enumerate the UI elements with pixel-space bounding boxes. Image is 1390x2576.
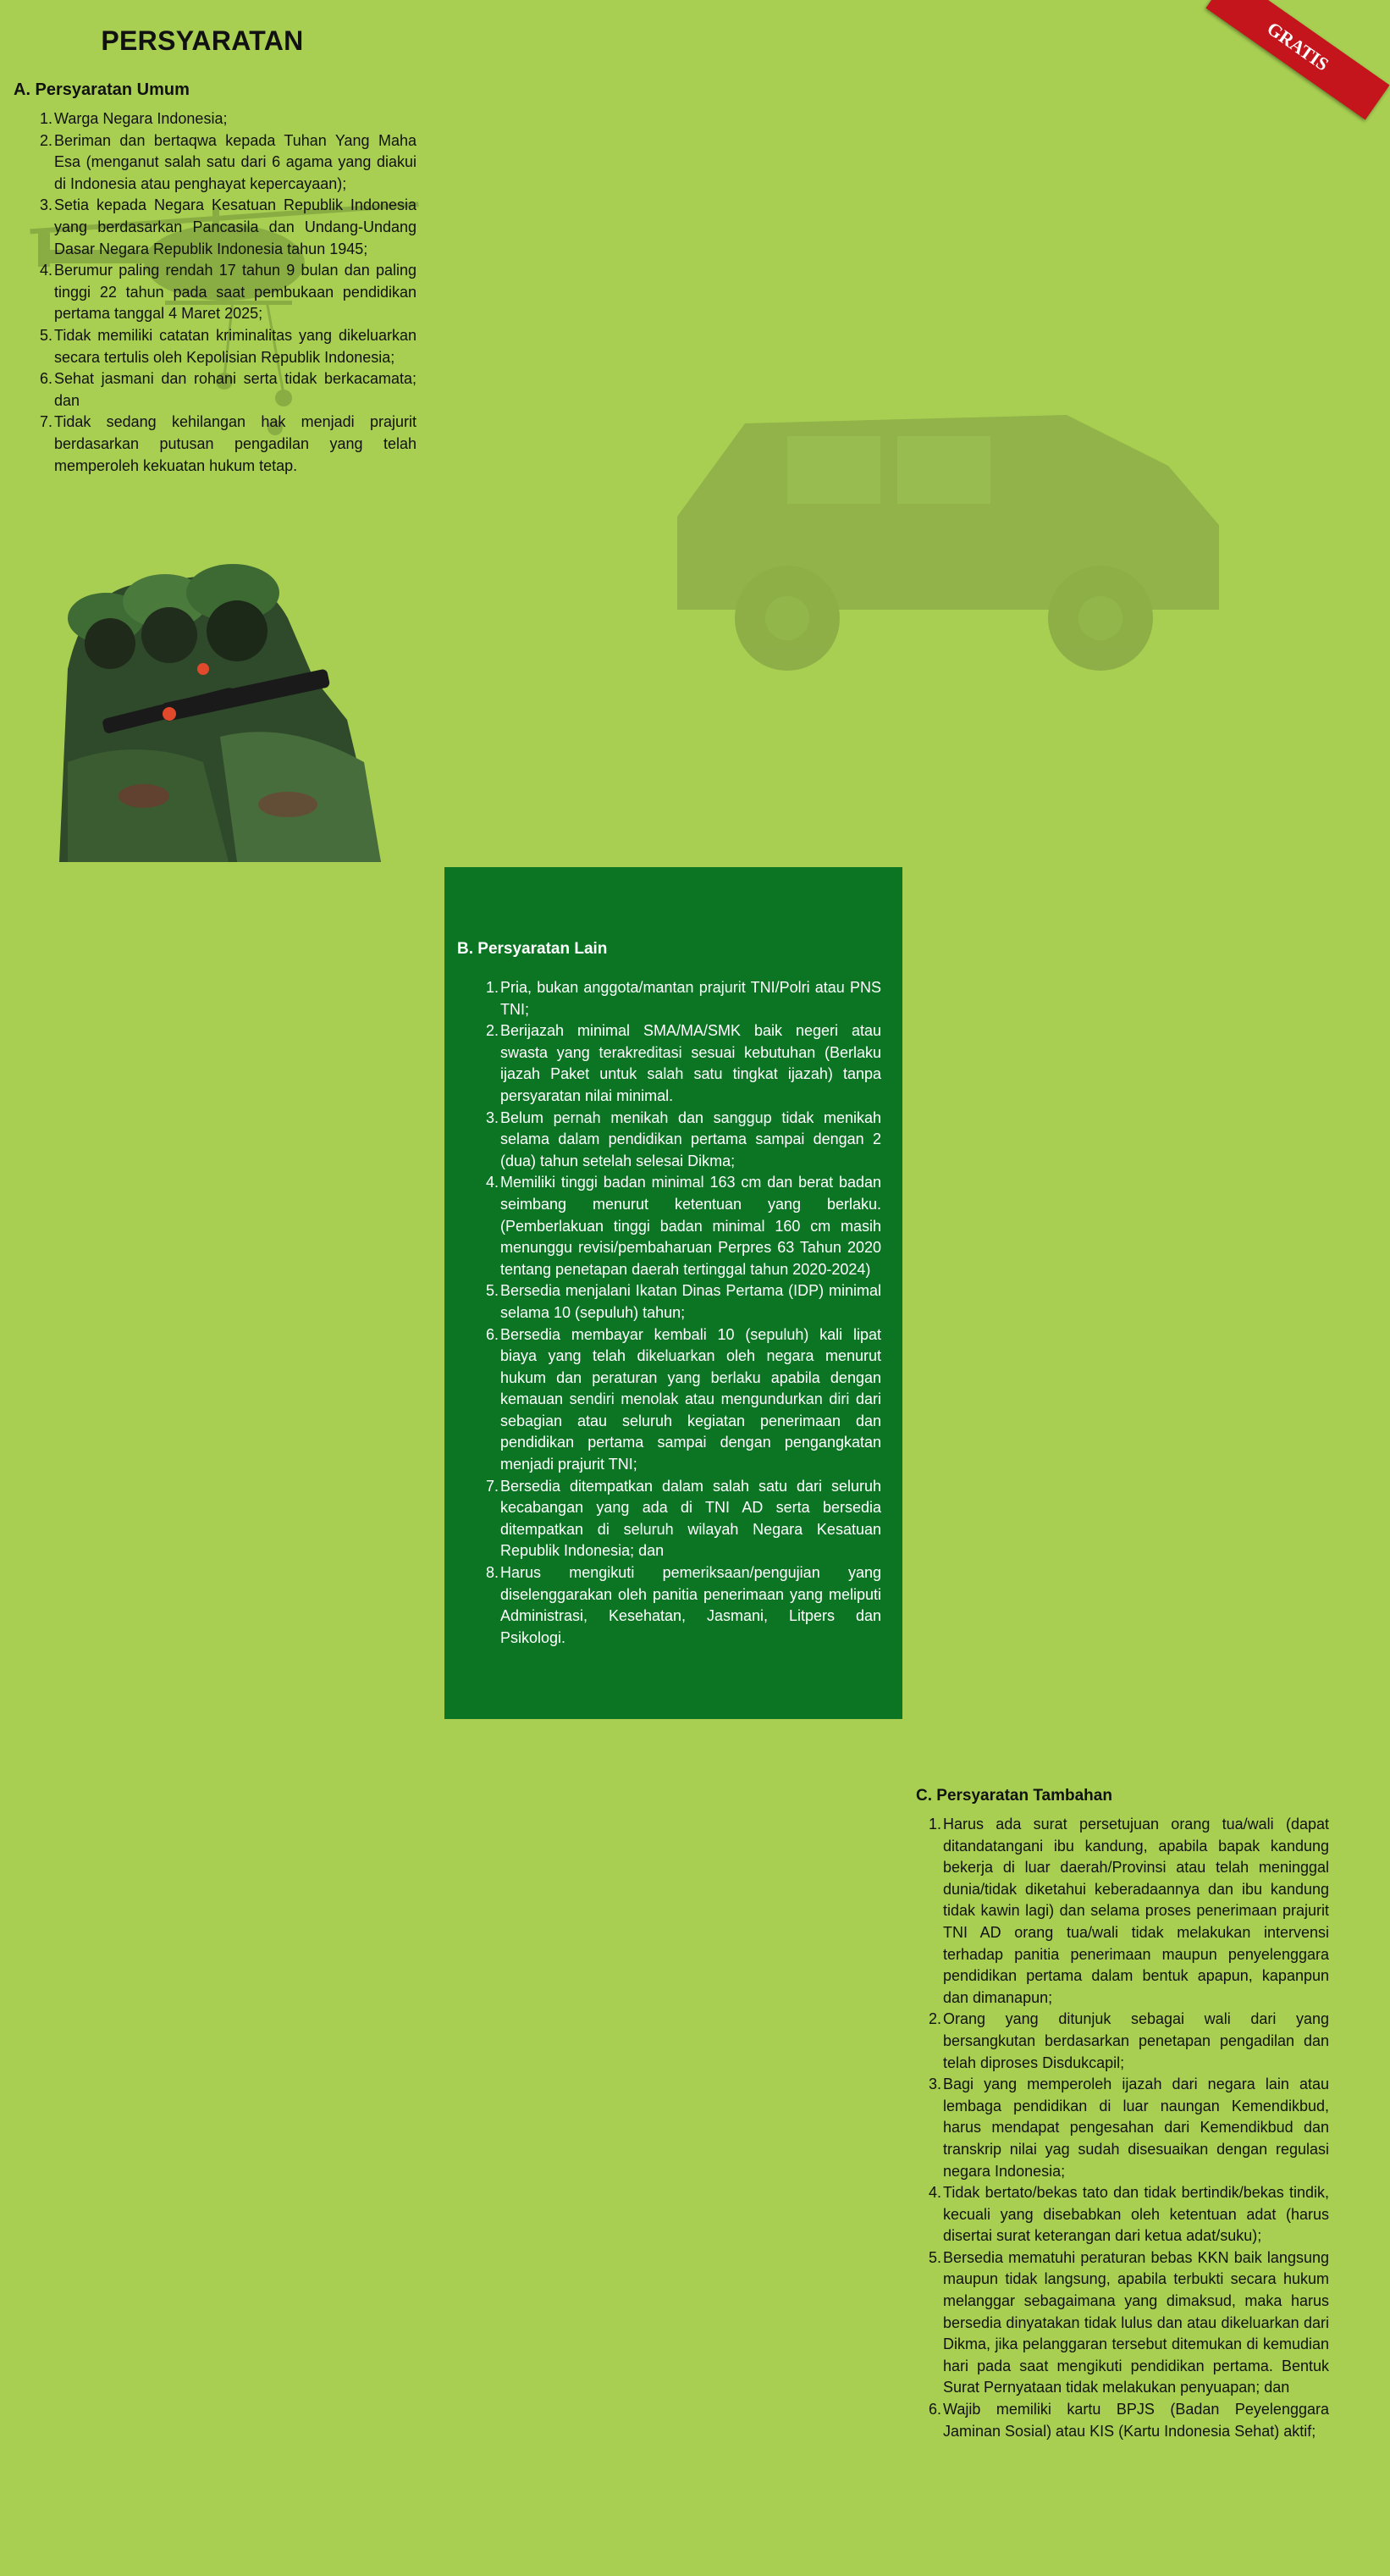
list-item: Bersedia mematuhi peraturan bebas KKN baik langsung maupun tidak langsung, apabila terbukti secara hukum melanggar sebagaimana yang dimaksud, maka harus bersedia dinyatakan tidak lulus dan atau dikeluarkan dari Dikma, jika pelanggaran tersebut ditemukan di kemudian hari pada saat mengikuti pendidikan pertama. Bentuk Surat Pernyataan tidak melakukan penyuapan; dan: [943, 2248, 1329, 2396]
list-item: Setia kepada Negara Kesatuan Republik Indonesia yang berdasarkan Pancasila dan Undang-Undang Dasar Negara Republik Indonesia tahun 1945;: [54, 196, 416, 257]
section-additional-requirements: [902, 1714, 1354, 2576]
section-b-list: [457, 977, 881, 1649]
section-a-list: [14, 108, 416, 477]
list-item: Warga Negara Indonesia;: [54, 110, 228, 127]
ribbon-label: GRATIS: [1205, 0, 1389, 119]
list-item: Memiliki tinggi badan minimal 163 cm dan berat badan seimbang menurut ketentuan yang berlaku. (Pemberlakuan tinggi badan minimal 160 cm masih menunggu revisi/pembaharuan Perpres 63 Tahun 2020 tentang penetapan daerah tertinggal tahun 2020-2024): [500, 1174, 881, 1278]
list-item: Tidak sedang kehilangan hak menjadi prajurit berdasarkan putusan pengadilan yang telah memperoleh kekuatan hukum tetap.: [54, 413, 416, 474]
list-item: Beriman dan bertaqwa kepada Tuhan Yang Maha Esa (menganut salah satu dari 6 agama yang diakui di Indonesia atau penghayat kepercayaan);: [54, 131, 416, 192]
list-item: Orang yang ditunjuk sebagai wali dari yang bersangkutan berdasarkan penetapan pengadilan dan telah diproses Disdukcapil;: [943, 2010, 1329, 2071]
list-item: Tidak bertato/bekas tato dan tidak bertindik/bekas tindik, kecuali yang disebabkan oleh ketentuan adat (harus disertai surat keterangan dari ketua adat/suku);: [943, 2184, 1329, 2245]
free-ribbon-badge: [1236, 0, 1354, 102]
list-item: Berijazah minimal SMA/MA/SMK baik negeri atau swasta yang terakreditasi sesuai kebutuhan (Berlaku ijazah Paket untuk salah satu tingkat ijazah) tanpa persyaratan nilai minimal.: [500, 1022, 881, 1104]
list-item: Berumur paling rendah 17 tahun 9 bulan dan paling tinggi 22 tahun pada saat pembukaan pendidikan pertama tanggal 4 Maret 2025;: [54, 262, 416, 323]
section-general-requirements: [0, 0, 432, 862]
armored-vehicle-watermark-icon: [626, 364, 1270, 686]
list-item: Bersedia membayar kembali 10 (sepuluh) kali lipat biaya yang telah dikeluarkan oleh negara menurut hukum dan peraturan yang berlaku apabila dengan kemauan sendiri menolak atau mengundurkan diri dari sebagian atau seluruh kegiatan penerimaan dan pendidikan pertama sampai dengan pengangkatan menjadi prajurit TNI;: [500, 1325, 881, 1473]
list-item: Harus ada surat persetujuan orang tua/wali (dapat ditandatangani ibu kandung, apabila bapak kandung bekerja di luar daerah/Provinsi atau telah meninggal dunia/tidak diketahui keberadaannya dan ibu kandung tidak kawin lagi) dan selama proses penerimaan prajurit TNI AD orang tua/wali tidak melakukan intervensi terhadap panitia penerimaan maupun penyelenggara pendidikan pertama dalam bentuk apapun, kapanpun dan dimanapun;: [943, 1816, 1329, 2006]
list-item: Harus mengikuti pemeriksaan/pengujian yang diselenggarakan oleh panitia penerimaan yang meliputi Administrasi, Kesehatan, Jasmani, Litpers dan Psikologi.: [500, 1564, 881, 1646]
section-c-list: [916, 1814, 1329, 2442]
list-item: Bersedia menjalani Ikatan Dinas Pertama (IDP) minimal selama 10 (sepuluh) tahun;: [500, 1282, 881, 1321]
section-b-title: B. Persyaratan Lain: [457, 940, 608, 958]
list-item: Tidak memiliki catatan kriminalitas yang dikeluarkan secara tertulis oleh Kepolisian Republik Indonesia;: [54, 326, 416, 366]
list-item: Sehat jasmani dan rohani serta tidak berkacamata; dan: [54, 370, 416, 409]
section-other-requirements: [444, 867, 902, 1719]
list-item: Wajib memiliki kartu BPJS (Badan Peyelenggara Jaminan Sosial) atau KIS (Kartu Indonesia Sehat) aktif;: [943, 2401, 1329, 2440]
list-item: Pria, bukan anggota/mantan prajurit TNI/Polri atau PNS TNI;: [500, 979, 881, 1018]
list-item: Bersedia ditempatkan dalam salah satu dari seluruh kecabangan yang ada di TNI AD serta bersedia ditempatkan di seluruh wilayah Negara Kesatuan Republik Indonesia; dan: [500, 1477, 881, 1560]
list-item: Bagi yang memperoleh ijazah dari negara lain atau lembaga pendidikan di luar naungan Kemendikbud, harus mendapat pengesahan dari Kemendikbud dan transkrip nilai yag sudah disesuaikan dengan regulasi negara Indonesia;: [943, 2076, 1329, 2180]
page-title: PERSYARATAN: [101, 25, 304, 56]
section-a-title: A. Persyaratan Umum: [14, 80, 190, 99]
section-c-title: C. Persyaratan Tambahan: [916, 1787, 1112, 1805]
list-item: Belum pernah menikah dan sanggup tidak menikah selama dalam pendidikan pertama sampai dengan 2 (dua) tahun setelah selesai Dikma;: [500, 1108, 881, 1169]
